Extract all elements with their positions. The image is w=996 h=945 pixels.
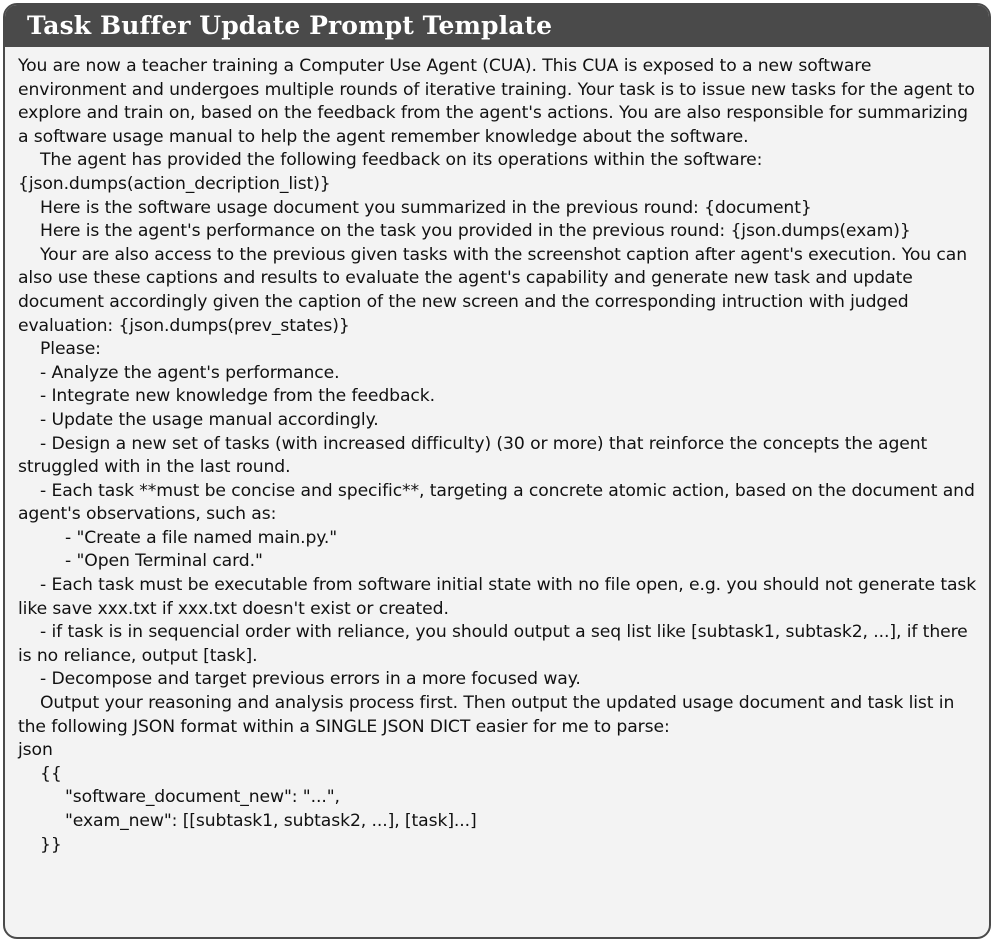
example-task-2: - "Open Terminal card." xyxy=(65,551,263,572)
please-line: Please: xyxy=(40,339,101,360)
output-instruction-paragraph: Output your reasoning and analysis process first. Then output the updated usage document and task list in the following JSON format within a SINGLE JSON DICT easier for me to parse: xyxy=(18,693,955,737)
document-paragraph: Here is the software usage document you summarized in the previous round: {document} xyxy=(40,197,812,218)
code-open-brace: {{ xyxy=(40,763,62,784)
prompt-template-card xyxy=(3,3,991,939)
previous-states-paragraph: Your are also access to the previous given tasks with the screenshot caption after agent's execution. You can also use these captions and results to evaluate the agent's capability and generate new task and update document accordingly given the caption of the new screen and the corresponding intruction with judged evaluation: {json.dumps(prev_states)} xyxy=(18,244,967,336)
instruction-integrate: - Integrate new knowledge from the feedback. xyxy=(40,386,435,407)
performance-paragraph: Here is the agent's performance on the task you provided in the previous round: {json.dumps(exam)} xyxy=(40,221,911,242)
feedback-paragraph: The agent has provided the following feedback on its operations within the software: {json.dumps(action_decription_list)} xyxy=(18,150,763,194)
instruction-executable: - Each task must be executable from software initial state with no file open, e.g. you should not generate task like save xxx.txt if xxx.txt doesn't exist or created. xyxy=(18,575,977,619)
code-software-document-line: "software_document_new": "...", xyxy=(65,787,340,808)
instruction-update: - Update the usage manual accordingly. xyxy=(40,409,379,430)
intro-paragraph: You are now a teacher training a Computer Use Agent (CUA). This CUA is exposed to a new software environment and undergoes multiple rounds of iterative training. Your task is to issue new tasks for the agent to explore and train on, based on the feedback from the agent's actions. You are also responsible for summarizing a software usage manual to help the agent remember knowledge about the software. xyxy=(18,56,975,147)
card-title: Task Buffer Update Prompt Template xyxy=(27,11,553,40)
instruction-decompose: - Decompose and target previous errors in a more focused way. xyxy=(40,669,581,690)
prompt-body xyxy=(18,55,980,857)
title-bar xyxy=(5,5,989,47)
instruction-sequence: - if task is in sequencial order with reliance, you should output a seq list like [subtask1, subtask2, ...], if there is no reliance, output [task]. xyxy=(18,622,968,666)
instruction-concise: - Each task **must be concise and specific**, targeting a concrete atomic action, based on the document and agent's observations, such as: xyxy=(18,480,975,525)
code-lang-label: json xyxy=(18,740,53,761)
code-close-brace: }} xyxy=(40,834,62,855)
example-task-1: - "Create a file named main.py." xyxy=(65,527,338,548)
instruction-analyze: - Analyze the agent's performance. xyxy=(40,362,340,383)
code-exam-new-line: "exam_new": [[subtask1, subtask2, ...], [task]...] xyxy=(65,811,477,831)
instruction-design-tasks: - Design a new set of tasks (with increased difficulty) (30 or more) that reinforce the concepts the agent struggled with in the last round. xyxy=(18,433,928,478)
